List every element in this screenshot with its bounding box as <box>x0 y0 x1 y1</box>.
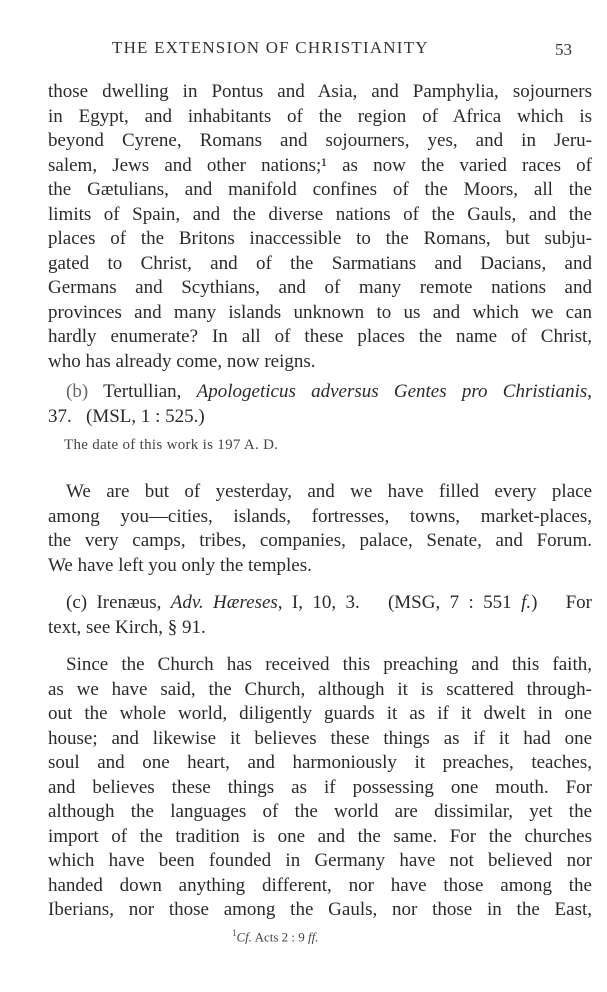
page-number: 53 <box>555 40 572 59</box>
text-line: Iberians, nor those among the Gauls, nor those in the East, <box>48 899 592 920</box>
text-line: places of the Britons inaccessible to the Romans, but subju- <box>48 228 592 249</box>
paragraph-2 <box>48 480 592 578</box>
citation-work-title: Adv. Hæreses <box>170 592 278 613</box>
citation-reference-end: ) For <box>531 592 592 613</box>
citation-c-line-1 <box>48 591 592 616</box>
text-line: limits of Spain, and the diverse nations of the Gauls, and the <box>48 203 592 225</box>
text-line: although the languages of the world are dissimilar, yet the <box>48 801 592 822</box>
paragraph-1 <box>48 80 592 374</box>
header-title: THE EXTENSION OF CHRISTIANITY <box>112 38 429 57</box>
text-line: as we have said, the Church, although it is scattered through- <box>48 678 592 700</box>
text-line: We have left you only the temples. <box>48 554 312 576</box>
text-line: out the whole world, diligently guards it as if it dwelt in one <box>48 703 592 724</box>
text-line: hardly enumerate? In all of these places the name of Christ, <box>48 326 592 347</box>
running-header <box>112 38 572 58</box>
citation-c-line-2: text, see Kirch, § 91. <box>48 616 206 638</box>
text-line: Since the Church has received this preaching and this faith, <box>66 654 592 675</box>
citation-b-line-1 <box>48 380 592 405</box>
text-line: house; and likewise it believes these things as if it had one <box>48 727 592 749</box>
citation-comma: , <box>587 381 592 402</box>
citation-label: (b) <box>66 381 89 402</box>
text-line: We are but of yesterday, and we have filled every place <box>66 481 592 502</box>
text-line: the Gætulians, and manifold confines of the Moors, all the <box>48 179 592 200</box>
citation-author: Irenæus, <box>96 592 162 613</box>
text-line: soul and one heart, and harmoniously it preaches, teaches, <box>48 752 592 773</box>
text-line: and believes these things as if possessing one mouth. For <box>48 776 592 798</box>
text-line: beyond Cyrene, Romans and sojourners, yes, and in Jeru- <box>48 130 592 151</box>
text-line: import of the tradition is one and the same. For the churches <box>48 825 592 847</box>
footnote-reference: Acts 2 : 9 <box>252 929 309 945</box>
text-line: provinces and many islands unknown to us and which we can <box>48 301 592 323</box>
citation-b-line-2: 37. (MSL, 1 : 525.) <box>48 405 205 427</box>
footnote-cf: Cf. <box>236 929 253 945</box>
text-line: which have been founded in Germany have not believed nor <box>48 850 592 871</box>
text-line: Germans and Scythians, and of many remote nations and <box>48 277 592 298</box>
citation-author: Tertullian, <box>103 381 182 402</box>
text-line: who has already come, now reigns. <box>48 350 316 372</box>
text-line: salem, Jews and other nations;¹ as now the varied races of <box>48 154 592 176</box>
footnote-mark: 1 <box>232 928 237 938</box>
date-note: The date of this work is 197 A. D. <box>64 437 279 453</box>
footnote-ff: ff. <box>308 929 319 945</box>
citation-following: f. <box>521 592 532 613</box>
citation-b <box>48 380 592 429</box>
text-line: gated to Christ, and of the Sarmatians and Dacians, and <box>48 252 592 274</box>
text-line: in Egypt, and inhabitants of the region of Africa which is <box>48 105 592 127</box>
text-line: those dwelling in Pontus and Asia, and Pamphylia, sojourners <box>48 81 592 102</box>
citation-c <box>48 591 592 640</box>
citation-label: (c) <box>66 592 88 613</box>
text-line: among you—cities, islands, fortresses, towns, market-places, <box>48 505 592 527</box>
citation-reference: , I, 10, 3. (MSG, 7 : 551 <box>277 592 522 613</box>
text-line: handed down anything different, nor have those among the <box>48 874 592 896</box>
footnote <box>232 928 319 945</box>
text-line: the very camps, tribes, companies, palace, Senate, and Forum. <box>48 530 592 551</box>
citation-work-title: Apologeticus adversus Gentes pro Christianis <box>196 381 588 402</box>
paragraph-3 <box>48 653 592 923</box>
